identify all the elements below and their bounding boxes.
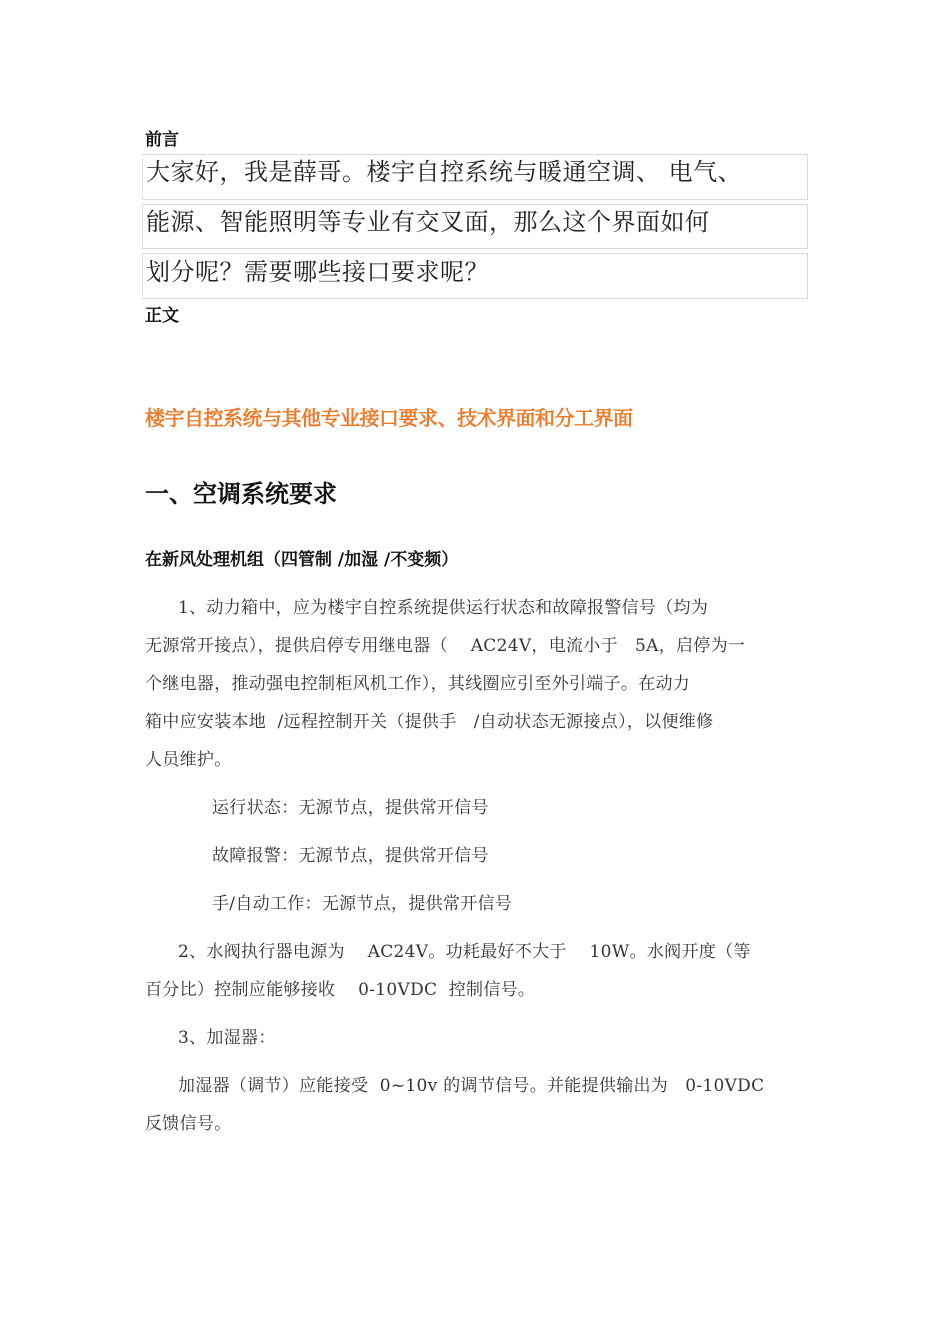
- paragraph-line: 箱中应安装本地 /远程控制开关（提供手 /自动状态无源接点），以便维修: [145, 712, 714, 732]
- intro-line: 大家好，我是薛哥。楼宇自控系统与暖通空调、 电气、: [146, 158, 743, 186]
- body-label: 正文: [145, 306, 179, 326]
- status-line-running: 运行状态：无源节点，提供常开信号: [212, 798, 489, 818]
- intro-line: 划分呢？需要哪些接口要求呢？: [146, 258, 489, 286]
- article-title: 楼宇自控系统与其他专业接口要求、技术界面和分工界面: [145, 406, 633, 430]
- paragraph-line: 1、动力箱中，应为楼宇自控系统提供运行状态和故障报警信号（均为: [178, 598, 709, 618]
- paragraph-line: 人员维护。: [145, 750, 232, 770]
- paragraph-line: 加湿器（调节）应能接受 0~10v 的调节信号。并能提供输出为 0-10VDC: [178, 1076, 765, 1096]
- paragraph-line: 反馈信号。: [145, 1114, 232, 1134]
- intro-line: 能源、智能照明等专业有交叉面，那么这个界面如何: [146, 208, 710, 236]
- status-line-manual-auto: 手/自动工作：无源节点，提供常开信号: [212, 894, 513, 914]
- section-title: 一、空调系统要求: [145, 480, 337, 508]
- paragraph-line: 个继电器，推动强电控制柜风机工作），其线圈应引至外引端子。在动力: [145, 674, 691, 694]
- paragraph-line: 无源常开接点），提供启停专用继电器（ AC24V，电流小于 5A，启停为一: [145, 636, 746, 656]
- paragraph-line: 百分比）控制应能够接收 0-10VDC 控制信号。: [145, 980, 536, 1000]
- status-line-fault: 故障报警：无源节点，提供常开信号: [212, 846, 489, 866]
- subsection-title: 在新风处理机组（四管制 /加湿 /不变频）: [145, 550, 459, 570]
- paragraph-line: 2、水阀执行器电源为 AC24V。功耗最好不大于 10W。水阀开度（等: [178, 942, 751, 962]
- paragraph-line: 3、加湿器：: [178, 1028, 276, 1048]
- preface-label: 前言: [145, 130, 179, 150]
